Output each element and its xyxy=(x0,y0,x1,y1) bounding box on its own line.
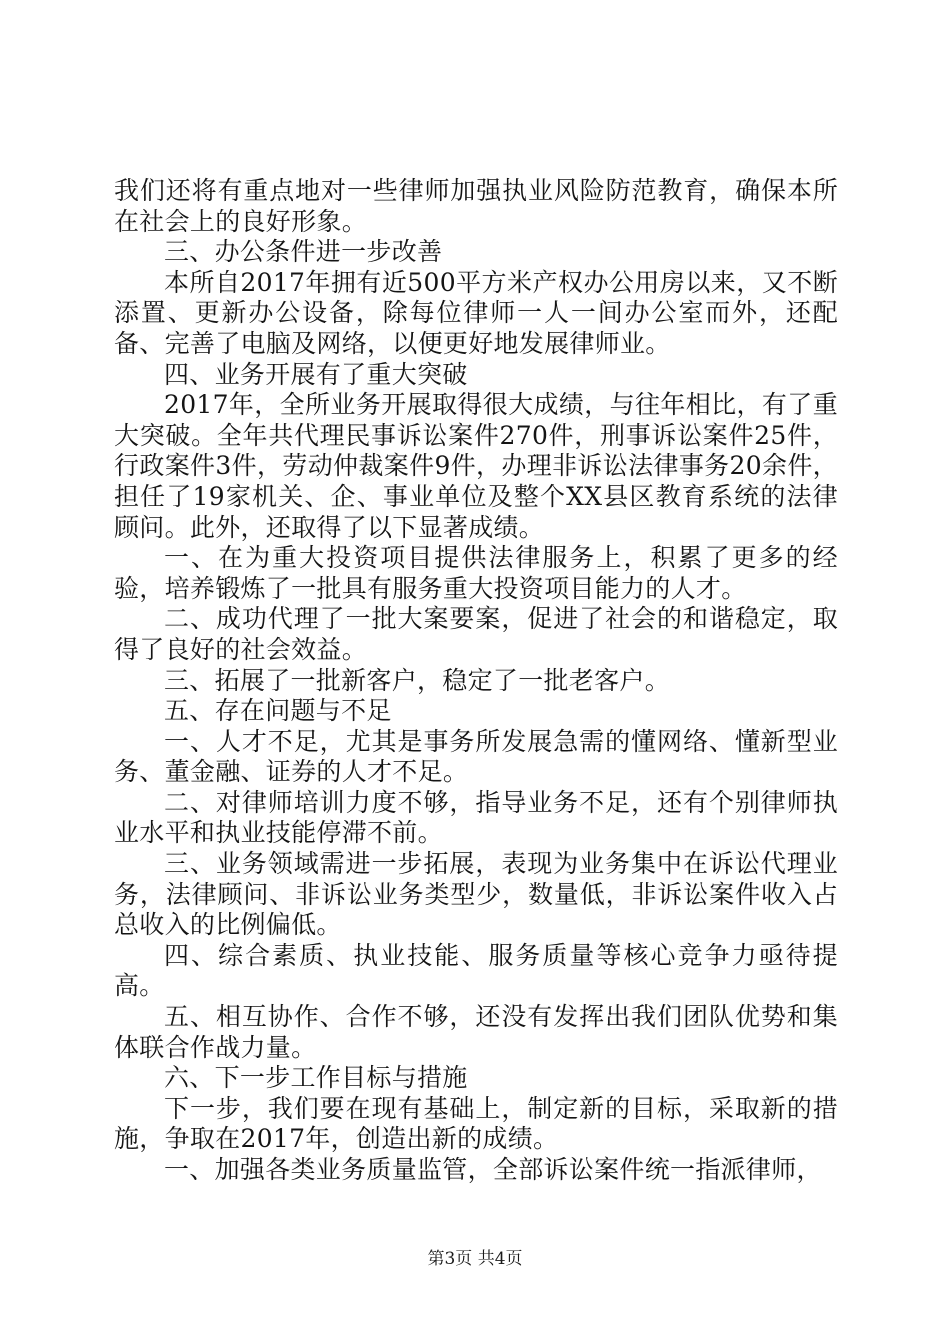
section-heading: 五、存在问题与不足 xyxy=(164,696,392,726)
paragraph: 一、加强各类业务质量监管，全部诉讼案件统一指派律师， xyxy=(164,1155,822,1184)
paragraph: 三、业务领域需进一步拓展，表现为业务集中在诉讼代理业务，法律顾问、非诉讼业务类型少，数量低，非诉讼案件收入占总收入的比例偏低。 xyxy=(114,849,838,940)
page-footer: 第3页 共4页 xyxy=(427,1249,523,1269)
paragraph: 一、人才不足，尤其是事务所发展急需的懂网络、懂新型业务、董金融、证券的人才不足。 xyxy=(114,726,838,787)
paragraph: 一、在为重大投资项目提供法律服务上，积累了更多的经验，培养锻炼了一批具有服务重大投资项目能力的人才。 xyxy=(114,543,838,603)
section-heading: 六、下一步工作目标与措施 xyxy=(164,1063,468,1093)
paragraph: 四、综合素质、执业技能、服务质量等核心竞争力亟待提高。 xyxy=(114,940,838,1001)
paragraph: 二、对律师培训力度不够，指导业务不足，还有个别律师执业水平和执业技能停滞不前。 xyxy=(114,787,838,848)
paragraph: 二、成功代理了一批大案要案，促进了社会的和谐稳定，取得了良好的社会效益。 xyxy=(114,604,838,664)
paragraph: 三、拓展了一批新客户，稳定了一批老客户。 xyxy=(164,665,671,695)
paragraph: 五、相互协作、合作不够，还没有发挥出我们团队优势和集体联合作战力量。 xyxy=(114,1002,838,1062)
paragraph: 2017年，全所业务开展取得很大成绩，与往年相比，有了重大突破。全年共代理民事诉讼案件270件，刑事诉讼案件25件，行政案件3件，劳动仲裁案件9件，办理非诉讼法律事务20余件，担任了19家机关、企、事业单位及整个XX县区教育系统的法律顾问。此外，还取得了以下显著成绩。 xyxy=(114,390,838,542)
document-body xyxy=(114,176,838,1186)
section-heading: 三、办公条件进一步改善 xyxy=(164,237,443,267)
section-heading: 四、业务开展有了重大突破 xyxy=(164,359,468,389)
paragraph: 下一步，我们要在现有基础上，制定新的目标，采取新的措施，争取在2017年，创造出新的成绩。 xyxy=(114,1093,838,1154)
paragraph: 我们还将有重点地对一些律师加强执业风险防范教育，确保本所在社会上的良好形象。 xyxy=(114,176,838,236)
paragraph: 本所自2017年拥有近500平方米产权办公用房以来，又不断添置、更新办公设备，除每位律师一人一间办公室而外，还配备、完善了电脑及网络，以便更好地发展律师业。 xyxy=(114,267,838,358)
